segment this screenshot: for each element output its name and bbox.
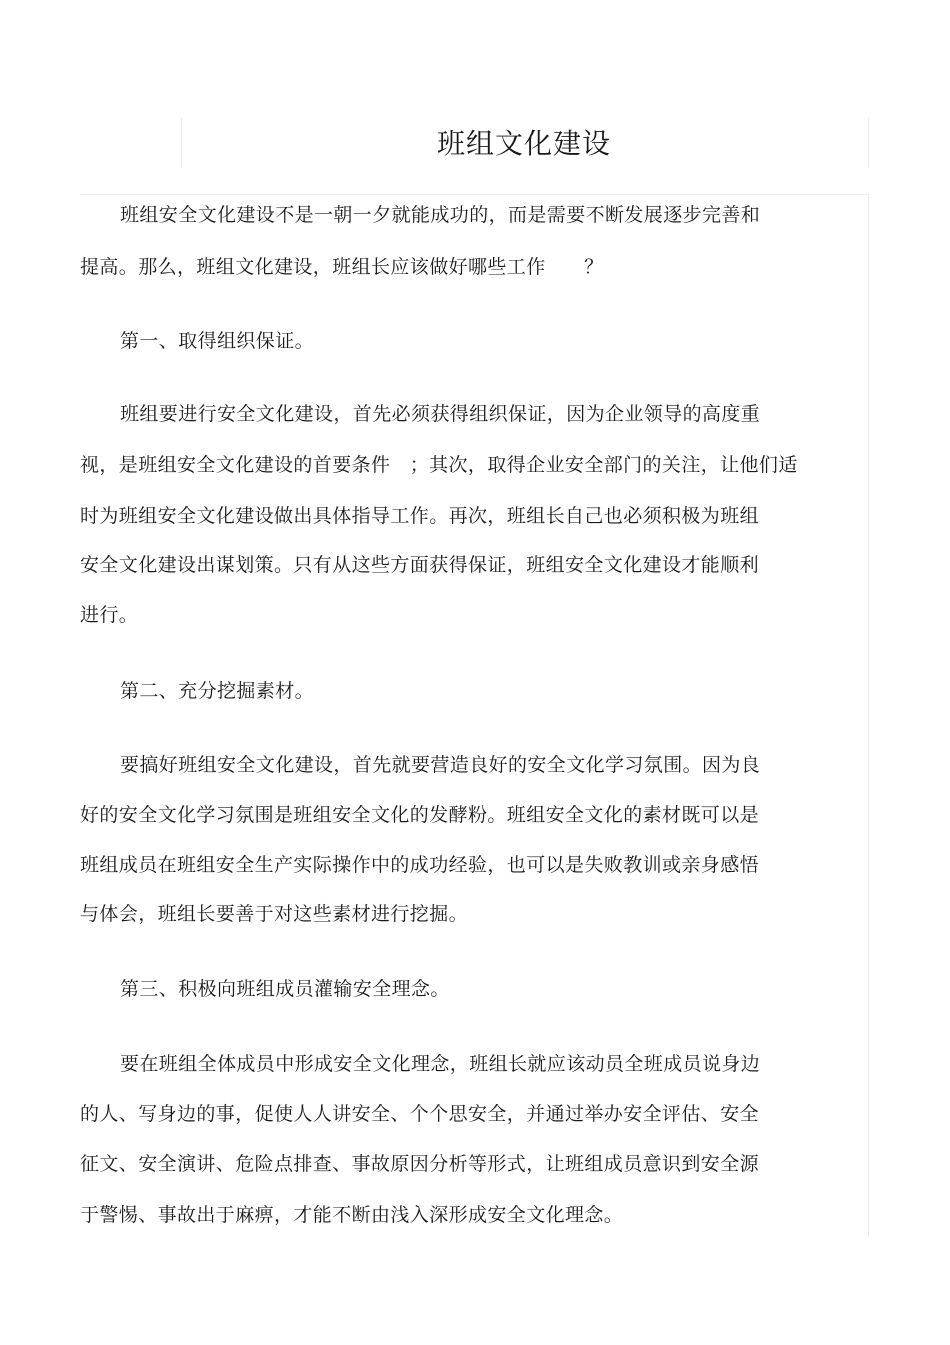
section-heading-3: 第三、积极向班组成员灌输安全理念。: [120, 978, 450, 1000]
paragraph-2-line-3: 时为班组安全文化建设做出具体指导工作。再次，班组长自己也必须积极为班组: [80, 505, 760, 527]
section-heading-2: 第二、充分挖掘素材。: [120, 680, 315, 702]
paragraph-3-line-2: 好的安全文化学习氛围是班组安全文化的发酵粉。班组安全文化的素材既可以是: [80, 804, 760, 826]
paragraph-2-line-4: 安全文化建设出谋划策。只有从这些方面获得保证，班组安全文化建设才能顺利: [80, 554, 760, 576]
content-border-top: [80, 194, 869, 195]
paragraph-4-line-3: 征文、安全演讲、危险点排查、事故原因分析等形式，让班组成员意识到安全源: [80, 1153, 760, 1175]
paragraph-4-line-2: 的人、写身边的事，促使人人讲安全、个个思安全，并通过举办安全评估、安全: [80, 1103, 760, 1125]
paragraph-2-line-1: 班组要进行安全文化建设，首先必须获得组织保证，因为企业领导的高度重: [120, 403, 761, 425]
title-border-right: [868, 118, 869, 168]
paragraph-3-line-4: 与体会，班组长要善于对这些素材进行挖掘。: [80, 903, 469, 925]
paragraph-2-line-5: 进行。: [80, 604, 139, 626]
content-border-right: [868, 194, 869, 1236]
paragraph-3-line-1: 要搞好班组安全文化建设，首先就要营造良好的安全文化学习氛围。因为良: [120, 754, 761, 776]
paragraph-2-line-2: 视，是班组安全文化建设的首要条件 ；其次，取得企业安全部门的关注，让他们适: [80, 454, 798, 476]
paragraph-3-line-3: 班组成员在班组安全生产实际操作中的成功经验，也可以是失败教训或亲身感悟: [80, 854, 760, 876]
paragraph-4-line-1: 要在班组全体成员中形成安全文化理念，班组长就应该动员全班成员说身边: [120, 1053, 761, 1075]
paragraph-1-line-2: 提高。那么，班组文化建设，班组长应该做好哪些工作 ？: [80, 256, 604, 278]
paragraph-4-line-4: 于警惕、事故出于麻痹，才能不断由浅入深形成安全文化理念。: [80, 1204, 624, 1226]
document-title: 班组文化建设: [436, 127, 611, 160]
section-heading-1: 第一、取得组织保证。: [120, 330, 315, 352]
paragraph-1-line-1: 班组安全文化建设不是一朝一夕就能成功的，而是需要不断发展逐步完善和: [120, 204, 761, 226]
